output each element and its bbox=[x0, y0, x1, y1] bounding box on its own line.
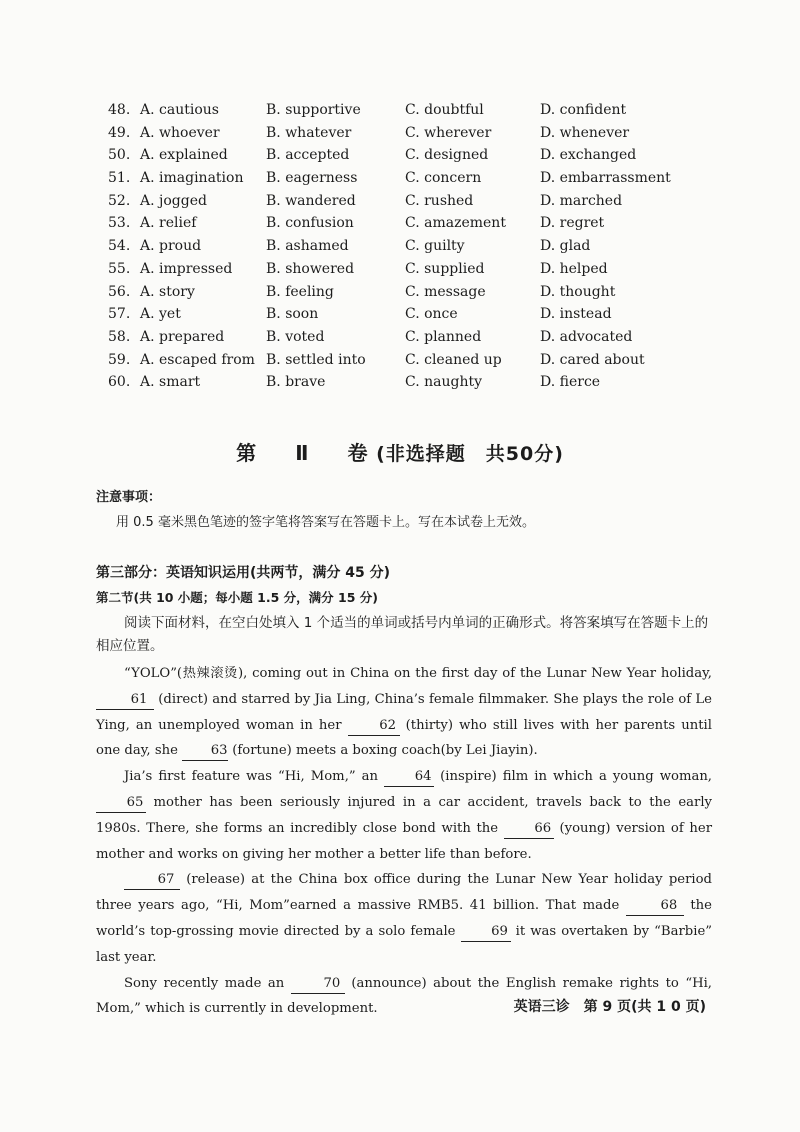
question-number: 48. bbox=[108, 102, 131, 118]
section-title-roman: Ⅱ bbox=[295, 441, 310, 465]
question-number: 51. bbox=[108, 170, 131, 187]
question-number: 59. bbox=[108, 351, 131, 368]
text-run: (announce) about the English remake rights to “Hi, Mom,” which is currently in development. bbox=[96, 975, 712, 1017]
passage-paragraph-1 bbox=[96, 661, 712, 764]
option-d: D. exchanged bbox=[540, 147, 637, 164]
option-c: C. amazement bbox=[405, 215, 506, 232]
section-title-juan: 卷 bbox=[347, 441, 369, 465]
option-a: A. whoever bbox=[140, 124, 220, 141]
part-three-heading: 第三部分：英语知识运用(共两节，满分 45 分) bbox=[96, 565, 391, 581]
instructions: 阅读下面材料，在空白处填入 1 个适当的单词或括号内单词的正确形式。将答案填写在答题卡上的相应位置。 bbox=[96, 615, 709, 654]
option-a: A. prepared bbox=[140, 328, 225, 345]
question-number: 50. bbox=[108, 147, 131, 164]
question-row bbox=[108, 258, 708, 281]
question-number: 52. bbox=[108, 192, 131, 209]
option-c: C. doubtful bbox=[405, 102, 484, 118]
text-run: (release) at the China box office during the Lunar New Year holiday period three years ago, “Hi, Mom”earned a massive RMB5. 41 billion. That made bbox=[96, 872, 712, 914]
question-number: 55. bbox=[108, 260, 131, 277]
option-a: A. explained bbox=[140, 147, 228, 164]
blank-65: 65 bbox=[96, 794, 146, 813]
option-c: C. naughty bbox=[405, 374, 483, 391]
section-title-di: 第 bbox=[236, 441, 258, 465]
question-number: 56. bbox=[108, 283, 131, 300]
text-run: (thirty) who still lives with her parents until one day, she bbox=[96, 717, 712, 759]
question-row bbox=[108, 144, 708, 167]
blank-69: 69 bbox=[461, 923, 511, 942]
text-run: Sony recently made an bbox=[124, 975, 291, 991]
option-d: D. helped bbox=[540, 260, 608, 277]
option-b: B. settled into bbox=[266, 351, 366, 368]
cloze-passage bbox=[96, 661, 712, 1022]
option-d: D. regret bbox=[540, 215, 605, 232]
option-d: D. marched bbox=[540, 192, 623, 209]
question-number: 60. bbox=[108, 374, 131, 391]
multiple-choice-options bbox=[108, 99, 708, 394]
question-row bbox=[108, 190, 708, 213]
option-d: D. cared about bbox=[540, 351, 645, 368]
page-footer: 英语三诊 第 9 页(共 1 0 页) bbox=[513, 999, 706, 1015]
question-row bbox=[108, 303, 708, 326]
option-c: C. message bbox=[405, 283, 486, 300]
text-run: (inspire) film in which a young woman, bbox=[434, 769, 713, 785]
option-c: C. designed bbox=[405, 147, 489, 164]
option-a: A. imagination bbox=[140, 170, 244, 187]
option-b: B. wandered bbox=[266, 192, 356, 209]
option-d: D. instead bbox=[540, 306, 612, 323]
blank-63: 63 bbox=[182, 742, 228, 761]
notice-text: 用 0.5 毫米黑色笔迹的签字笔将答案写在答题卡上。写在本试卷上无效。 bbox=[116, 515, 535, 530]
option-b: B. accepted bbox=[266, 147, 350, 164]
question-row bbox=[108, 326, 708, 349]
section-title bbox=[0, 437, 800, 466]
text-run: mother has been seriously injured in a car accident, travels back to the early 1980s. There, she forms an incredibly close bond with the bbox=[96, 794, 712, 836]
option-c: C. planned bbox=[405, 328, 482, 345]
question-number: 49. bbox=[108, 124, 131, 141]
option-b: B. whatever bbox=[266, 124, 352, 141]
text-run: (direct) and starred by Jia Ling, China’s female filmmaker. She plays the role of Le Ying, an unemployed woman in her bbox=[96, 691, 712, 733]
question-number: 53. bbox=[108, 215, 131, 232]
option-a: A. escaped from bbox=[140, 351, 255, 368]
option-a: A. story bbox=[140, 283, 195, 300]
option-b: B. ashamed bbox=[266, 238, 349, 255]
option-b: B. showered bbox=[266, 260, 355, 277]
option-c: C. supplied bbox=[405, 260, 485, 277]
text-run: it was overtaken by “Barbie” last year. bbox=[96, 923, 712, 965]
question-row bbox=[108, 167, 708, 190]
option-b: B. brave bbox=[266, 374, 326, 391]
option-b: B. eagerness bbox=[266, 170, 358, 187]
option-a: A. yet bbox=[140, 306, 181, 323]
text-run: the world’s top-grossing movie directed by a solo female bbox=[96, 898, 712, 939]
option-a: A. proud bbox=[140, 238, 202, 255]
question-row bbox=[108, 281, 708, 304]
option-d: D. confident bbox=[540, 102, 627, 118]
blank-67: 67 bbox=[124, 871, 180, 890]
question-row bbox=[108, 349, 708, 372]
option-d: D. embarrassment bbox=[540, 170, 671, 187]
option-a: A. jogged bbox=[140, 192, 207, 209]
blank-66: 66 bbox=[504, 820, 554, 839]
option-b: B. supportive bbox=[266, 102, 361, 118]
question-row bbox=[108, 235, 708, 258]
option-d: D. fierce bbox=[540, 374, 601, 391]
blank-64: 64 bbox=[384, 768, 434, 787]
option-a: A. cautious bbox=[140, 102, 219, 118]
option-a: A. impressed bbox=[140, 260, 233, 277]
text-run: “YOLO”(热辣滚烫), coming out in China on the first day of the Lunar New Year holiday, bbox=[124, 666, 712, 681]
option-c: C. cleaned up bbox=[405, 351, 502, 368]
text-run: (young) version of her mother and works on giving her mother a better life than before. bbox=[96, 820, 713, 862]
text-run: Jia’s first feature was “Hi, Mom,” an bbox=[124, 769, 385, 785]
option-a: A. smart bbox=[140, 374, 201, 391]
option-c: C. wherever bbox=[405, 124, 492, 141]
option-b: B. soon bbox=[266, 306, 319, 323]
text-run: (fortune) meets a boxing coach(by Lei Jiayin). bbox=[228, 743, 538, 759]
notice-heading: 注意事项： bbox=[96, 490, 162, 505]
option-b: B. feeling bbox=[266, 283, 334, 300]
option-c: C. once bbox=[405, 306, 458, 323]
blank-70: 70 bbox=[291, 975, 345, 994]
question-number: 58. bbox=[108, 328, 131, 345]
question-row bbox=[108, 122, 708, 145]
option-d: D. advocated bbox=[540, 328, 633, 345]
blank-62: 62 bbox=[348, 717, 400, 736]
option-d: D. thought bbox=[540, 283, 616, 300]
option-b: B. voted bbox=[266, 328, 325, 345]
option-d: D. whenever bbox=[540, 124, 630, 141]
question-number: 57. bbox=[108, 306, 131, 323]
option-d: D. glad bbox=[540, 238, 591, 255]
section-subtitle: (非选择题 共50分) bbox=[376, 443, 564, 465]
blank-68: 68 bbox=[626, 897, 684, 916]
question-row bbox=[108, 212, 708, 235]
blank-61: 61 bbox=[96, 691, 154, 710]
option-b: B. confusion bbox=[266, 215, 354, 232]
passage-paragraph-2 bbox=[96, 764, 712, 867]
question-number: 54. bbox=[108, 238, 131, 255]
option-c: C. concern bbox=[405, 170, 482, 187]
option-c: C. rushed bbox=[405, 192, 474, 209]
passage-paragraph-3 bbox=[96, 867, 712, 970]
option-a: A. relief bbox=[140, 215, 197, 232]
question-row bbox=[108, 99, 708, 122]
option-c: C. guilty bbox=[405, 238, 465, 255]
section-two-heading: 第二节(共 10 小题；每小题 1.5 分，满分 15 分) bbox=[96, 590, 378, 605]
question-row bbox=[108, 371, 708, 394]
